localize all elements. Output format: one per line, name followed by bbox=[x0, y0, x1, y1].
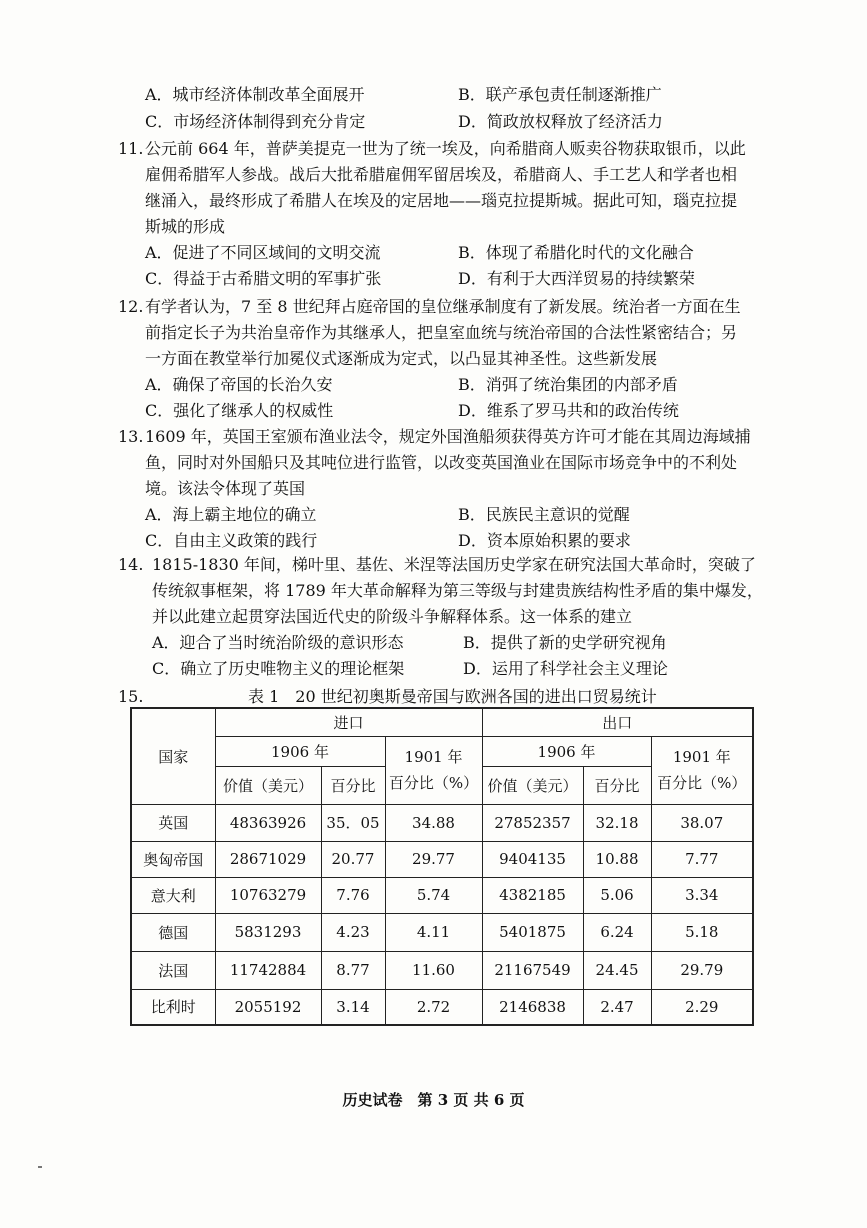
cell-export-1901-pct: 38.07 bbox=[651, 804, 753, 841]
q11-option-b: B．体现了希腊化时代的文化融合 bbox=[458, 243, 694, 262]
cell-export-1901-pct: 29.79 bbox=[651, 951, 753, 989]
cell-export-1901-pct: 2.29 bbox=[651, 989, 753, 1025]
q11-stem-line: 斯城的形成 bbox=[145, 217, 226, 236]
cell-country: 比利时 bbox=[131, 989, 215, 1025]
q13-stem-line: 1609 年，英国王室颁布渔业法令，规定外国渔船须获得英方许可才能在其周边海域捕 bbox=[145, 427, 751, 446]
table-row bbox=[131, 877, 753, 913]
q13-stem-line: 鱼，同时对外国船只及其吨位进行监管，以改变英国渔业在国际市场竞争中的不利处 bbox=[145, 453, 738, 472]
q11-option-c: C．得益于古希腊文明的军事扩张 bbox=[145, 269, 382, 288]
cell-import-value: 11742884 bbox=[215, 951, 321, 989]
page-footer: 历史试卷 第 3 页 共 6 页 bbox=[342, 1091, 525, 1109]
q10-option-d: D．简政放权释放了经济活力 bbox=[458, 112, 663, 131]
cell-export-value: 5401875 bbox=[482, 913, 583, 951]
cell-import-pct: 3.14 bbox=[321, 989, 385, 1025]
q12-options-row-1 bbox=[0, 372, 867, 398]
q13-option-b: B．民族民主意识的觉醒 bbox=[458, 505, 630, 524]
cell-import-1901-pct: 34.88 bbox=[385, 804, 482, 841]
cell-country: 奥匈帝国 bbox=[131, 841, 215, 877]
header-import-pct: 百分比 bbox=[321, 766, 385, 804]
q10-options-row-1 bbox=[0, 82, 867, 108]
cell-country: 法国 bbox=[131, 951, 215, 989]
cell-country: 英国 bbox=[131, 804, 215, 841]
cell-export-value: 21167549 bbox=[482, 951, 583, 989]
cell-import-1901-pct: 29.77 bbox=[385, 841, 482, 877]
q14-stem-line: 1815-1830 年间，梯叶里、基佐、米涅等法国历史学家在研究法国大革命时，突破了 bbox=[152, 555, 756, 574]
q10-option-c: C．市场经济体制得到充分肯定 bbox=[145, 112, 366, 131]
q14-options-row-1 bbox=[0, 630, 867, 656]
cell-import-value: 2055192 bbox=[215, 989, 321, 1025]
cell-export-1901-pct: 5.18 bbox=[651, 913, 753, 951]
q14-option-d: D．运用了科学社会主义理论 bbox=[463, 659, 668, 678]
table-row bbox=[131, 841, 753, 877]
header-export: 出口 bbox=[482, 708, 753, 736]
trade-statistics-table bbox=[130, 707, 754, 1026]
cell-import-pct: 35．05 bbox=[321, 804, 385, 841]
cell-export-1901-pct: 3.34 bbox=[651, 877, 753, 913]
q13-option-c: C．自由主义政策的践行 bbox=[145, 531, 318, 550]
q13-options-row-1 bbox=[0, 502, 867, 528]
cell-import-1901-pct: 5.74 bbox=[385, 877, 482, 913]
q12-options-row-2 bbox=[0, 398, 867, 424]
cell-import-1901-pct: 2.72 bbox=[385, 989, 482, 1025]
cell-export-pct: 32.18 bbox=[583, 804, 651, 841]
q12-option-a: A．确保了帝国的长治久安 bbox=[145, 375, 333, 394]
q13-options-row-2 bbox=[0, 528, 867, 554]
q14-stem-line: 传统叙事框架，将 1789 年大革命解释为第三等级与封建贵族结构性矛盾的集中爆发， bbox=[152, 581, 763, 600]
q12-stem-line: 一方面在教堂举行加冕仪式逐渐成为定式，以凸显其神圣性。这些新发展 bbox=[145, 349, 658, 368]
q12-option-b: B．消弭了统治集团的内部矛盾 bbox=[458, 375, 678, 394]
cell-import-pct: 4.23 bbox=[321, 913, 385, 951]
table-caption: 表 1 20 世纪初奥斯曼帝国与欧洲各国的进出口贸易统计 bbox=[248, 687, 657, 706]
cell-import-pct: 7.76 bbox=[321, 877, 385, 913]
header-import-1906: 1906 年 bbox=[215, 736, 385, 766]
q12-stem-line: 有学者认为，7 至 8 世纪拜占庭帝国的皇位继承制度有了新发展。统治者一方面在生 bbox=[145, 297, 741, 316]
header-export-1901-pct: 百分比（%） bbox=[657, 774, 747, 792]
cell-export-value: 27852357 bbox=[482, 804, 583, 841]
header-import-1901-pct: 百分比（%） bbox=[388, 774, 479, 792]
cell-export-pct: 24.45 bbox=[583, 951, 651, 989]
table-row bbox=[131, 989, 753, 1025]
cell-import-value: 28671029 bbox=[215, 841, 321, 877]
header-import-value: 价值（美元） bbox=[215, 766, 321, 804]
cell-import-pct: 8.77 bbox=[321, 951, 385, 989]
q12-stem-line: 前指定长子为共治皇帝作为其继承人，把皇室血统与统治帝国的合法性紧密结合；另 bbox=[145, 323, 738, 342]
q12-option-d: D．维系了罗马共和的政治传统 bbox=[458, 401, 679, 420]
header-import-1901-year: 1901 年 bbox=[404, 748, 463, 766]
cell-export-value: 4382185 bbox=[482, 877, 583, 913]
q11-option-d: D．有利于大西洋贸易的持续繁荣 bbox=[458, 269, 695, 288]
cell-import-1901-pct: 4.11 bbox=[385, 913, 482, 951]
q14-options-row-2 bbox=[0, 656, 867, 682]
q13-option-a: A．海上霸主地位的确立 bbox=[145, 505, 317, 524]
header-export-1901-year: 1901 年 bbox=[672, 748, 731, 766]
q12-number: 12. bbox=[118, 297, 144, 316]
q11-options-row-2 bbox=[0, 266, 867, 292]
table-row bbox=[131, 951, 753, 989]
header-export-1901 bbox=[651, 736, 753, 804]
table-row bbox=[131, 804, 753, 841]
cell-export-value: 2146838 bbox=[482, 989, 583, 1025]
q11-options-row-1 bbox=[0, 240, 867, 266]
q14-number: 14. bbox=[118, 555, 144, 574]
q11-option-a: A．促进了不同区域间的文明交流 bbox=[145, 243, 381, 262]
q13-number: 13. bbox=[118, 427, 144, 446]
q13-option-d: D．资本原始积累的要求 bbox=[458, 531, 631, 550]
q10-option-a: A．城市经济体制改革全面展开 bbox=[145, 85, 365, 104]
q14-option-c: C．确立了历史唯物主义的理论框架 bbox=[152, 659, 405, 678]
q10-options-row-2 bbox=[0, 109, 867, 135]
header-export-value: 价值（美元） bbox=[482, 766, 583, 804]
q13-stem-line: 境。该法令体现了英国 bbox=[145, 479, 306, 498]
q11-number: 11. bbox=[118, 139, 144, 158]
q11-stem-line: 公元前 664 年，普萨美提克一世为了统一埃及，向希腊商人贩卖谷物获取银币，以此 bbox=[145, 139, 746, 158]
cell-export-pct: 10.88 bbox=[583, 841, 651, 877]
cell-import-value: 48363926 bbox=[215, 804, 321, 841]
cell-export-value: 9404135 bbox=[482, 841, 583, 877]
cell-export-pct: 2.47 bbox=[583, 989, 651, 1025]
cell-import-pct: 20.77 bbox=[321, 841, 385, 877]
header-country: 国家 bbox=[131, 708, 215, 804]
cell-export-pct: 5.06 bbox=[583, 877, 651, 913]
header-export-1906: 1906 年 bbox=[482, 736, 651, 766]
q11-stem-line: 雇佣希腊军人参战。战后大批希腊雇佣军留居埃及，希腊商人、手工艺人和学者也相 bbox=[145, 165, 738, 184]
header-export-pct: 百分比 bbox=[583, 766, 651, 804]
scan-speck bbox=[38, 1166, 42, 1168]
q11-stem-line: 继涌入，最终形成了希腊人在埃及的定居地——瑙克拉提斯城。据此可知，瑙克拉提 bbox=[145, 191, 738, 210]
q14-stem-line: 并以此建立起贯穿法国近代史的阶级斗争解释体系。这一体系的建立 bbox=[152, 607, 633, 626]
q12-option-c: C．强化了继承人的权威性 bbox=[145, 401, 334, 420]
header-import: 进口 bbox=[215, 708, 482, 736]
q15-number: 15. bbox=[118, 687, 144, 706]
table-row bbox=[131, 913, 753, 951]
cell-import-1901-pct: 11.60 bbox=[385, 951, 482, 989]
cell-import-value: 5831293 bbox=[215, 913, 321, 951]
q10-option-b: B．联产承包责任制逐渐推广 bbox=[458, 85, 662, 104]
cell-country: 意大利 bbox=[131, 877, 215, 913]
cell-export-pct: 6.24 bbox=[583, 913, 651, 951]
cell-import-value: 10763279 bbox=[215, 877, 321, 913]
header-import-1901 bbox=[385, 736, 482, 804]
cell-country: 德国 bbox=[131, 913, 215, 951]
cell-export-1901-pct: 7.77 bbox=[651, 841, 753, 877]
q14-option-a: A．迎合了当时统治阶级的意识形态 bbox=[152, 633, 404, 652]
q14-option-b: B．提供了新的史学研究视角 bbox=[463, 633, 667, 652]
